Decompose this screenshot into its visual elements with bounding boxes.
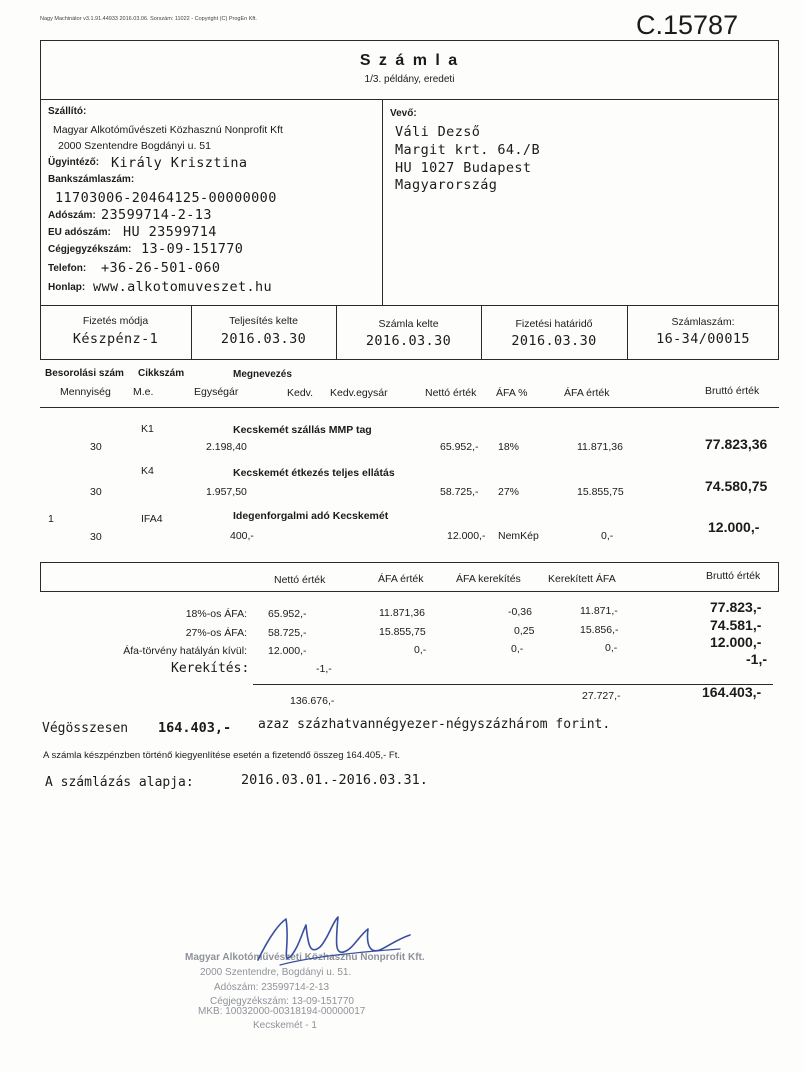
total-gross: 164.403,- — [702, 684, 762, 700]
billing-basis-value: 2016.03.01.-2016.03.31. — [241, 772, 428, 788]
item-net: 65.952,- — [440, 441, 479, 453]
item-unit-price: 2.198,40 — [206, 441, 247, 453]
col-kedv: Kedv. — [287, 387, 314, 399]
info-payment-value: Készpénz-1 — [72, 331, 159, 347]
registry-label: Cégjegyzékszám: — [48, 244, 132, 255]
eu-tax-label: EU adószám: — [48, 227, 111, 238]
summary-gross: 74.581,- — [710, 617, 762, 633]
stamp-line: Kecskemét - 1 — [253, 1020, 317, 1031]
item-gross: 12.000,- — [708, 519, 760, 535]
stamp-line: 2000 Szentendre, Bogdányi u. 51. — [200, 967, 352, 978]
sum-col-afa-kerekites: ÁFA kerekítés — [456, 573, 521, 585]
web-label: Honlap: — [48, 282, 86, 293]
grand-total-label: Végösszesen — [42, 721, 129, 736]
sum-col-brutto: Bruttó érték — [706, 570, 761, 582]
sum-col-netto: Nettó érték — [274, 574, 326, 586]
item-vat-pct: NemKép — [498, 530, 539, 542]
summary-rounded: 15.856,- — [580, 624, 619, 636]
info-payment-label: Fizetés módja — [82, 315, 149, 327]
invoice-subtitle: 1/3. példány, eredeti — [364, 74, 455, 85]
summary-round: 0,25 — [514, 625, 535, 637]
stamp-line: Cégjegyzékszám: 13-09-151770 — [210, 996, 354, 1007]
rounding-gross: -1,- — [746, 651, 767, 667]
buyer-label: Vevő: — [390, 108, 417, 119]
phone-value: +36-26-501-060 — [101, 260, 221, 276]
summary-gross: 12.000,- — [710, 634, 762, 650]
summary-vat: 0,- — [414, 644, 427, 656]
info-issue-value: 2016.03.30 — [365, 333, 452, 349]
billing-basis-label: A számlázás alapja: — [45, 775, 194, 790]
summary-label: 18%-os ÁFA: — [185, 608, 247, 620]
item-name: Idegenforgalmi adó Kecskemét — [233, 510, 389, 522]
col-afa-pct: ÁFA % — [496, 387, 528, 399]
item-qty: 30 — [90, 531, 102, 543]
summary-round: -0,36 — [508, 606, 532, 618]
seller-address: 2000 Szentendre Bogdányi u. 51 — [58, 140, 211, 152]
software-note: Nagy Machinátor v3.1.91.44933 2016.03.06. Sorszám: 11022 - Copyright (C) ProgEn Kft. — [40, 16, 257, 22]
registry-value: 13-09-151770 — [141, 241, 244, 257]
stamp-line: MKB: 10032000-00318194-00000017 — [198, 1006, 366, 1017]
item-vat: 0,- — [601, 530, 614, 542]
col-megnevezes: Megnevezés — [233, 369, 292, 380]
summary-net: 58.725,- — [268, 627, 307, 639]
web-value: www.alkotomuveszet.hu — [93, 279, 273, 295]
col-kedv-egysar: Kedv.egysár — [330, 387, 388, 399]
item-gross: 77.823,36 — [705, 436, 768, 452]
cash-payment-note: A számla készpénzben történő kiegyenlítése esetén a fizetendő összeg 164.405,- Ft. — [43, 750, 400, 761]
rounding-label: Kerekítés: — [171, 661, 250, 676]
summary-rounded: 11.871,- — [580, 605, 618, 617]
col-me: M.e. — [133, 386, 154, 398]
sum-col-kerekitett: Kerekített ÁFA — [548, 573, 616, 585]
col-afa-ertek: ÁFA érték — [564, 387, 610, 399]
item-besorolasi: 1 — [48, 513, 54, 525]
invoice-title: S z á m l a — [359, 52, 460, 69]
rounding-net: -1,- — [316, 663, 332, 675]
summary-rounded: 0,- — [605, 642, 618, 654]
col-cikkszam: Cikkszám — [138, 368, 185, 379]
stamp-line: Adószám: 23599714-2-13 — [214, 982, 330, 993]
agent-label: Ügyintéző: — [48, 157, 100, 168]
summary-label: 27%-os ÁFA: — [185, 627, 247, 639]
col-egysegar: Egységár — [194, 386, 239, 398]
summary-round: 0,- — [511, 643, 524, 655]
title-box — [40, 40, 779, 100]
summary-net: 12.000,- — [268, 645, 307, 657]
document-code: C.15787 — [636, 10, 739, 40]
item-net: 58.725,- — [440, 486, 479, 498]
item-vat: 15.855,75 — [577, 486, 624, 498]
info-number-value: 16-34/00015 — [656, 331, 750, 347]
total-vat: 27.727,- — [582, 690, 621, 702]
agent-value: Király Krisztina — [111, 155, 248, 171]
item-code: K1 — [141, 423, 154, 435]
col-netto: Nettó érték — [425, 387, 477, 399]
bank-value: 11703006-20464125-00000000 — [55, 190, 277, 206]
bank-label: Bankszámlaszám: — [48, 174, 135, 185]
item-qty: 30 — [90, 441, 102, 453]
info-issue-label: Számla kelte — [378, 318, 439, 330]
buyer-country: Magyarország — [395, 177, 498, 193]
item-vat: 11.871,36 — [577, 441, 623, 453]
info-due-value: 2016.03.30 — [511, 333, 597, 349]
info-fulfillment-label: Teljesítés kelte — [229, 315, 298, 327]
info-fulfillment-value: 2016.03.30 — [220, 331, 307, 347]
total-net: 136.676,- — [290, 695, 335, 707]
item-code: IFA4 — [141, 513, 163, 525]
buyer-street: Margit krt. 64./B — [395, 142, 540, 158]
item-net: 12.000,- — [447, 530, 486, 542]
item-qty: 30 — [90, 486, 102, 498]
seller-label: Szállító: — [48, 106, 87, 117]
summary-net: 65.952,- — [268, 608, 307, 620]
item-name: Kecskemét szállás MMP tag — [233, 424, 372, 436]
col-brutto: Bruttó érték — [705, 385, 760, 397]
item-code: K4 — [141, 465, 154, 477]
stamp-line: Magyar Alkotóművészeti Közhasznú Nonprofit Kft. — [185, 952, 425, 963]
grand-total-value: 164.403,- — [158, 720, 232, 736]
tax-label: Adószám: — [48, 210, 96, 221]
item-vat-pct: 18% — [498, 441, 520, 453]
summary-gross: 77.823,- — [710, 599, 762, 615]
summary-vat: 11.871,36 — [379, 607, 425, 619]
summary-vat: 15.855,75 — [379, 626, 426, 638]
tax-value: 23599714-2-13 — [101, 207, 212, 223]
grand-total-words: azaz százhatvannégyezer-négyszázhárom forint. — [258, 717, 611, 732]
seller-name: Magyar Alkotóművészeti Közhasznú Nonprofit Kft — [53, 124, 283, 136]
eu-tax-value: HU 23599714 — [123, 224, 217, 240]
phone-label: Telefon: — [48, 263, 87, 274]
item-unit-price: 400,- — [230, 530, 254, 542]
item-vat-pct: 27% — [498, 486, 520, 498]
item-name: Kecskemét étkezés teljes ellátás — [233, 467, 395, 479]
item-unit-price: 1.957,50 — [206, 486, 247, 498]
summary-label: Áfa-törvény hatályán kívül: — [123, 645, 247, 657]
item-gross: 74.580,75 — [705, 478, 768, 494]
info-number-label: Számlaszám: — [671, 316, 735, 328]
sum-col-afa: ÁFA érték — [378, 573, 424, 585]
signature — [250, 905, 420, 975]
col-mennyiseg: Mennyiség — [60, 386, 111, 398]
buyer-city: HU 1027 Budapest — [395, 160, 532, 176]
buyer-name: Váli Dezső — [395, 124, 481, 140]
col-besorolasi: Besorolási szám — [45, 368, 124, 379]
info-due-label: Fizetési határidő — [515, 318, 593, 330]
